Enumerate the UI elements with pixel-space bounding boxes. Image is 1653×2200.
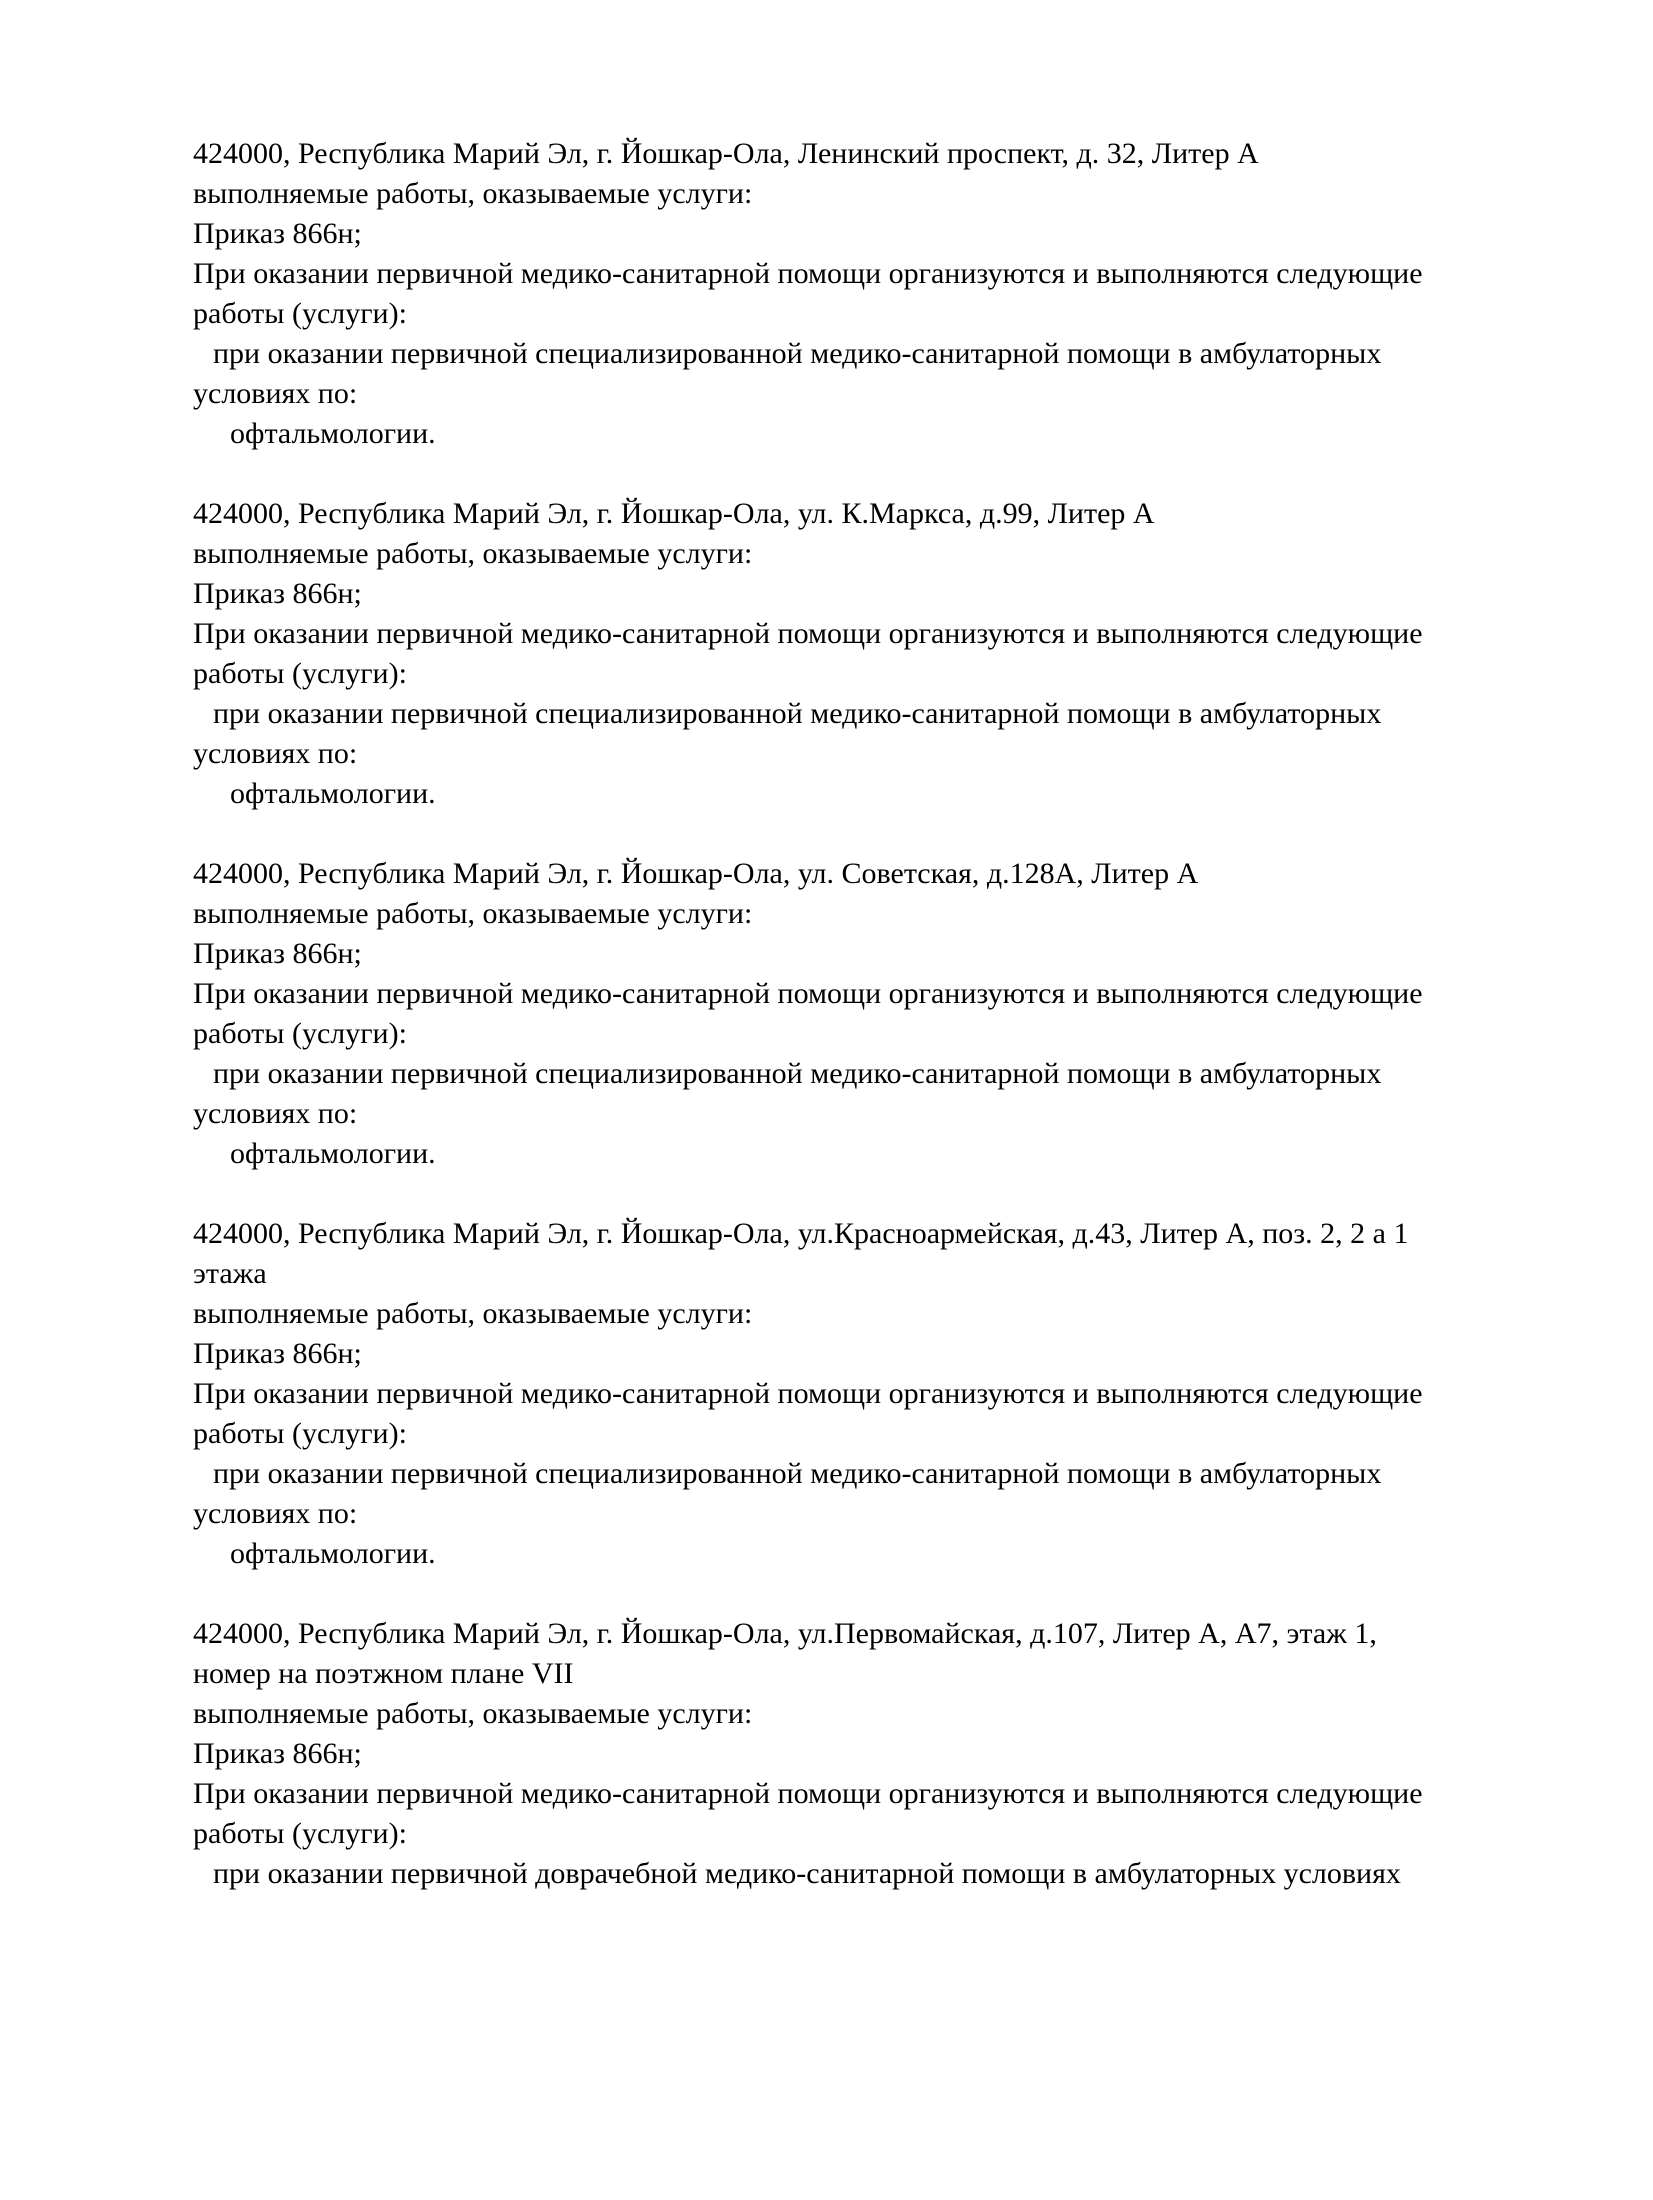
text-line: работы (услуги): xyxy=(193,1017,407,1050)
text-line: При оказании первичной медико-санитарной помощи организуются и выполняются следующие xyxy=(193,977,1423,1010)
text-line: 424000, Республика Марий Эл, г. Йошкар-Ола, ул. Советская, д.128А, Литер А xyxy=(193,857,1199,890)
text-line: этажа xyxy=(193,1257,267,1290)
address-block xyxy=(193,1614,1593,1894)
text-line: При оказании первичной медико-санитарной помощи организуются и выполняются следующие xyxy=(193,617,1423,650)
text-line: работы (услуги): xyxy=(193,1817,407,1850)
text-line: При оказании первичной медико-санитарной помощи организуются и выполняются следующие xyxy=(193,257,1423,290)
text-line: выполняемые работы, оказываемые услуги: xyxy=(193,1297,753,1330)
license-blocks xyxy=(193,134,1593,1894)
text-line: выполняемые работы, оказываемые услуги: xyxy=(193,897,753,930)
text-line: условиях по: xyxy=(193,737,358,770)
address-block xyxy=(193,494,1593,814)
text-line: офтальмологии. xyxy=(230,417,436,450)
text-line: Приказ 866н; xyxy=(193,577,362,610)
text-line: выполняемые работы, оказываемые услуги: xyxy=(193,1697,753,1730)
text-line: при оказании первичной специализированной медико-санитарной помощи в амбулаторных xyxy=(213,697,1382,730)
text-line: выполняемые работы, оказываемые услуги: xyxy=(193,177,753,210)
text-line: офтальмологии. xyxy=(230,1137,436,1170)
text-line: условиях по: xyxy=(193,377,358,410)
text-line: при оказании первичной доврачебной медико-санитарной помощи в амбулаторных условиях xyxy=(213,1857,1401,1890)
text-line: при оказании первичной специализированной медико-санитарной помощи в амбулаторных xyxy=(213,337,1382,370)
text-line: работы (услуги): xyxy=(193,1417,407,1450)
text-line: Приказ 866н; xyxy=(193,1737,362,1770)
text-line: 424000, Республика Марий Эл, г. Йошкар-Ола, ул.Красноармейская, д.43, Литер А, поз. 2, 2 а 1 xyxy=(193,1217,1409,1250)
text-line: офтальмологии. xyxy=(230,1537,436,1570)
text-line: при оказании первичной специализированной медико-санитарной помощи в амбулаторных xyxy=(213,1457,1382,1490)
address-block xyxy=(193,1214,1593,1574)
text-line: 424000, Республика Марий Эл, г. Йошкар-Ола, ул. К.Маркса, д.99, Литер А xyxy=(193,497,1155,530)
text-line: условиях по: xyxy=(193,1097,358,1130)
address-block xyxy=(193,134,1593,454)
text-line: Приказ 866н; xyxy=(193,1337,362,1370)
text-line: при оказании первичной специализированной медико-санитарной помощи в амбулаторных xyxy=(213,1057,1382,1090)
text-line: При оказании первичной медико-санитарной помощи организуются и выполняются следующие xyxy=(193,1777,1423,1810)
text-line: выполняемые работы, оказываемые услуги: xyxy=(193,537,753,570)
text-line: 424000, Республика Марий Эл, г. Йошкар-Ола, ул.Первомайская, д.107, Литер А, А7, этаж 1, xyxy=(193,1617,1377,1650)
text-line: работы (услуги): xyxy=(193,297,407,330)
text-line: условиях по: xyxy=(193,1497,358,1530)
text-line: 424000, Республика Марий Эл, г. Йошкар-Ола, Ленинский проспект, д. 32, Литер А xyxy=(193,137,1259,170)
text-line: Приказ 866н; xyxy=(193,217,362,250)
text-line: Приказ 866н; xyxy=(193,937,362,970)
text-line: работы (услуги): xyxy=(193,657,407,690)
text-line: При оказании первичной медико-санитарной помощи организуются и выполняются следующие xyxy=(193,1377,1423,1410)
text-line: номер на поэтжном плане VII xyxy=(193,1657,574,1690)
address-block xyxy=(193,854,1593,1174)
text-line: офтальмологии. xyxy=(230,777,436,810)
